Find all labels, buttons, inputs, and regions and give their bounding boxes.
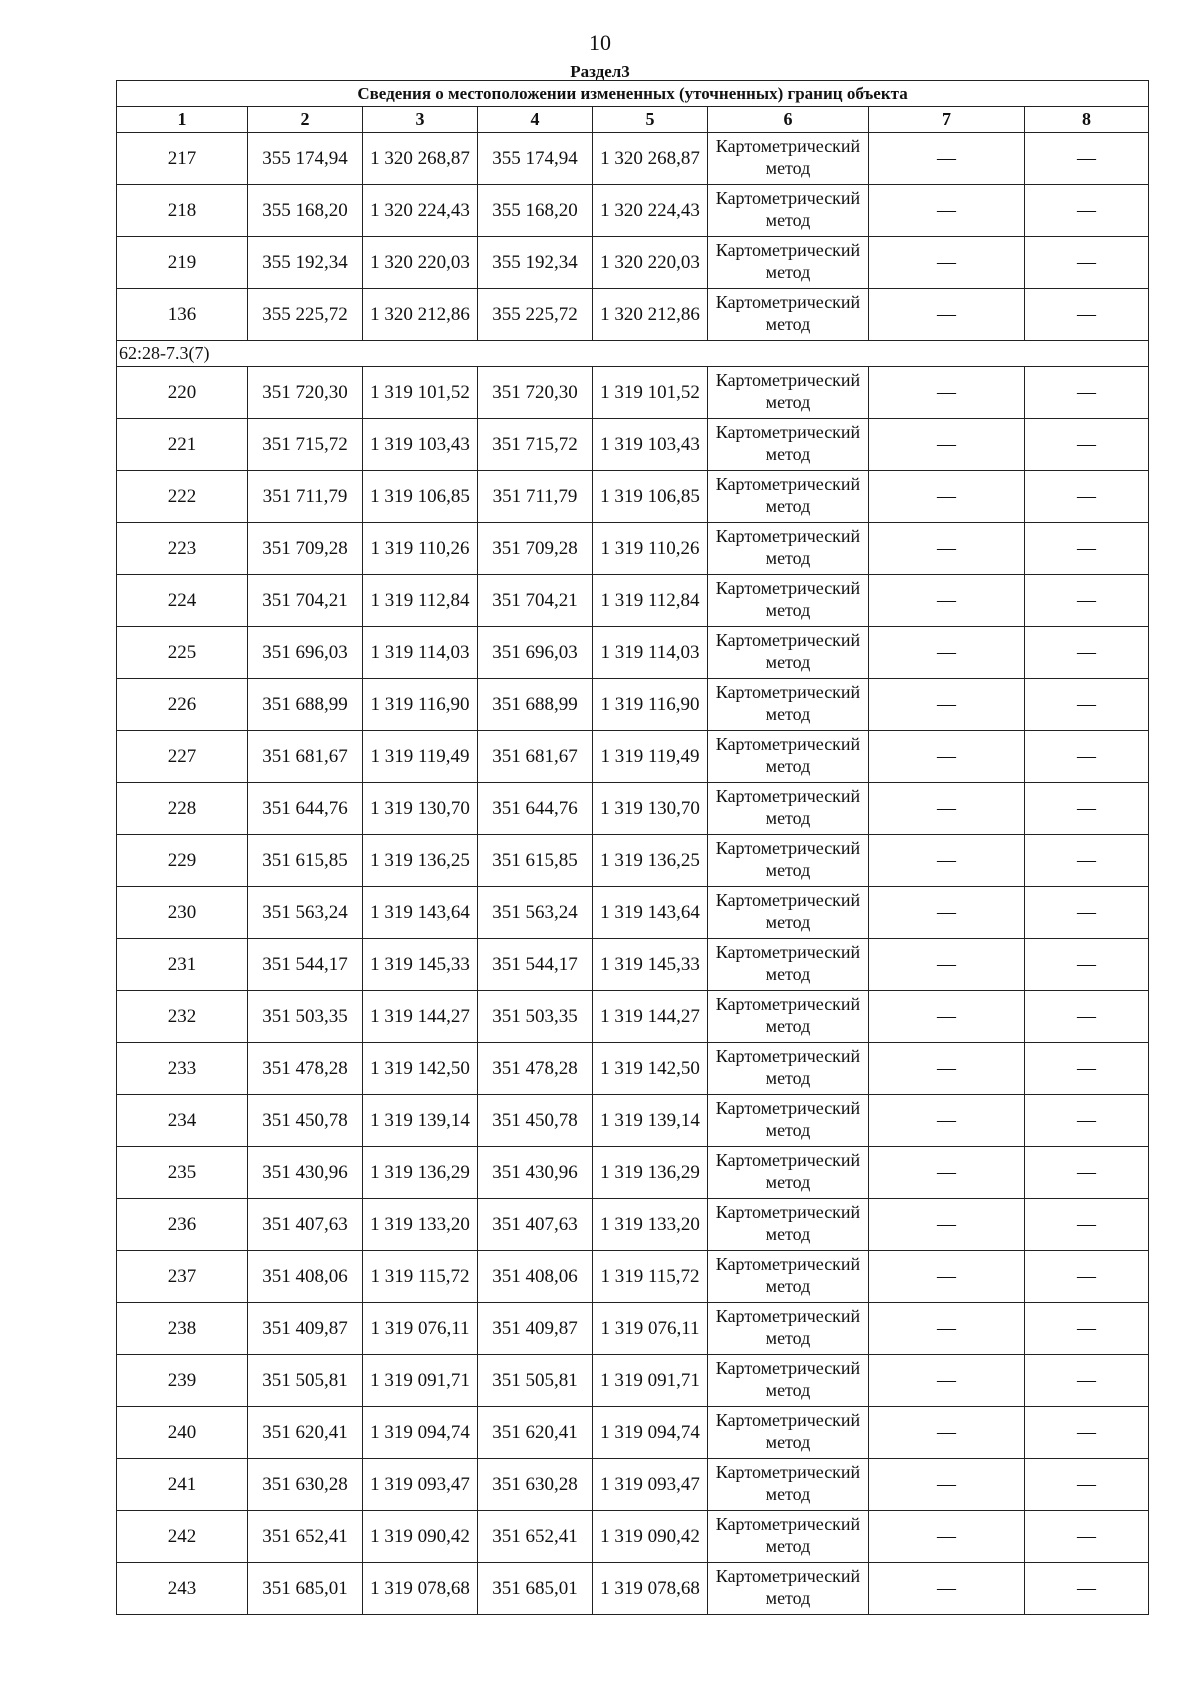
cell-x-new: 351 709,28 xyxy=(478,523,593,575)
cell-method: Картометрический метод xyxy=(708,523,869,575)
cell-accuracy: — xyxy=(869,1095,1025,1147)
cell-accuracy: — xyxy=(869,237,1025,289)
cell-y-new: 1 319 136,29 xyxy=(593,1147,708,1199)
cell-accuracy: — xyxy=(869,1511,1025,1563)
cell-description: — xyxy=(1025,1251,1149,1303)
cell-y-new: 1 319 116,90 xyxy=(593,679,708,731)
cell-y-new: 1 319 078,68 xyxy=(593,1563,708,1615)
cell-x-new: 351 720,30 xyxy=(478,367,593,419)
cell-point-number: 229 xyxy=(117,835,248,887)
cell-y-old: 1 319 116,90 xyxy=(363,679,478,731)
table-row xyxy=(117,367,1149,419)
column-number: 8 xyxy=(1025,107,1149,133)
cell-method: Картометрический метод xyxy=(708,1147,869,1199)
table-row xyxy=(117,627,1149,679)
cell-x-new: 351 630,28 xyxy=(478,1459,593,1511)
cell-y-old: 1 319 145,33 xyxy=(363,939,478,991)
cell-point-number: 218 xyxy=(117,185,248,237)
cell-method: Картометрический метод xyxy=(708,939,869,991)
cell-x-new: 351 544,17 xyxy=(478,939,593,991)
table-row xyxy=(117,185,1149,237)
cell-accuracy: — xyxy=(869,1199,1025,1251)
cell-description: — xyxy=(1025,1199,1149,1251)
cell-point-number: 226 xyxy=(117,679,248,731)
cell-point-number: 227 xyxy=(117,731,248,783)
cell-x-old: 351 450,78 xyxy=(248,1095,363,1147)
cell-method: Картометрический метод xyxy=(708,679,869,731)
cell-accuracy: — xyxy=(869,627,1025,679)
cell-accuracy: — xyxy=(869,1407,1025,1459)
cell-accuracy: — xyxy=(869,185,1025,237)
cell-y-old: 1 319 115,72 xyxy=(363,1251,478,1303)
cell-y-new: 1 319 103,43 xyxy=(593,419,708,471)
cell-accuracy: — xyxy=(869,887,1025,939)
cell-x-old: 351 711,79 xyxy=(248,471,363,523)
cell-y-new: 1 319 076,11 xyxy=(593,1303,708,1355)
cell-y-new: 1 319 142,50 xyxy=(593,1043,708,1095)
cell-accuracy: — xyxy=(869,1251,1025,1303)
cell-x-new: 355 174,94 xyxy=(478,133,593,185)
table-row xyxy=(117,1147,1149,1199)
cell-method: Картометрический метод xyxy=(708,783,869,835)
cell-accuracy: — xyxy=(869,783,1025,835)
cell-method: Картометрический метод xyxy=(708,237,869,289)
cell-method: Картометрический метод xyxy=(708,1407,869,1459)
cell-point-number: 236 xyxy=(117,1199,248,1251)
table-title: Сведения о местоположении измененных (уточненных) границ объекта xyxy=(117,81,1149,107)
cell-point-number: 217 xyxy=(117,133,248,185)
table-row xyxy=(117,1407,1149,1459)
cell-x-old: 351 709,28 xyxy=(248,523,363,575)
cell-point-number: 242 xyxy=(117,1511,248,1563)
cell-y-old: 1 319 112,84 xyxy=(363,575,478,627)
cell-description: — xyxy=(1025,419,1149,471)
cell-x-new: 351 644,76 xyxy=(478,783,593,835)
table-row xyxy=(117,1043,1149,1095)
group-label: 62:28-7.3(7) xyxy=(117,341,1149,367)
table-row xyxy=(117,133,1149,185)
table-row xyxy=(117,237,1149,289)
cell-x-new: 351 503,35 xyxy=(478,991,593,1043)
cell-method: Картометрический метод xyxy=(708,471,869,523)
cell-point-number: 224 xyxy=(117,575,248,627)
cell-y-new: 1 319 090,42 xyxy=(593,1511,708,1563)
table-row xyxy=(117,939,1149,991)
table-row xyxy=(117,1303,1149,1355)
cell-accuracy: — xyxy=(869,1563,1025,1615)
table-row xyxy=(117,419,1149,471)
cell-point-number: 223 xyxy=(117,523,248,575)
cell-x-old: 351 704,21 xyxy=(248,575,363,627)
cell-x-old: 351 409,87 xyxy=(248,1303,363,1355)
cell-y-new: 1 319 143,64 xyxy=(593,887,708,939)
cell-y-old: 1 319 090,42 xyxy=(363,1511,478,1563)
table-row xyxy=(117,1095,1149,1147)
column-number: 3 xyxy=(363,107,478,133)
cell-x-old: 351 407,63 xyxy=(248,1199,363,1251)
cell-x-old: 355 225,72 xyxy=(248,289,363,341)
cell-y-new: 1 319 144,27 xyxy=(593,991,708,1043)
cell-y-old: 1 319 139,14 xyxy=(363,1095,478,1147)
cell-x-new: 351 685,01 xyxy=(478,1563,593,1615)
cell-y-new: 1 319 145,33 xyxy=(593,939,708,991)
cell-point-number: 225 xyxy=(117,627,248,679)
table-row xyxy=(117,523,1149,575)
cell-y-old: 1 319 110,26 xyxy=(363,523,478,575)
cell-y-new: 1 320 268,87 xyxy=(593,133,708,185)
cell-description: — xyxy=(1025,887,1149,939)
cell-method: Картометрический метод xyxy=(708,1303,869,1355)
cell-method: Картометрический метод xyxy=(708,835,869,887)
cell-description: — xyxy=(1025,731,1149,783)
cell-description: — xyxy=(1025,1147,1149,1199)
cell-x-new: 351 407,63 xyxy=(478,1199,593,1251)
cell-x-old: 351 615,85 xyxy=(248,835,363,887)
cell-accuracy: — xyxy=(869,731,1025,783)
cell-accuracy: — xyxy=(869,1043,1025,1095)
cell-point-number: 228 xyxy=(117,783,248,835)
cell-point-number: 238 xyxy=(117,1303,248,1355)
cell-x-old: 351 652,41 xyxy=(248,1511,363,1563)
cell-x-new: 355 192,34 xyxy=(478,237,593,289)
cell-y-old: 1 320 224,43 xyxy=(363,185,478,237)
cell-y-old: 1 319 144,27 xyxy=(363,991,478,1043)
cell-x-old: 351 408,06 xyxy=(248,1251,363,1303)
cell-x-old: 355 192,34 xyxy=(248,237,363,289)
cell-method: Картометрический метод xyxy=(708,887,869,939)
cell-x-old: 351 685,01 xyxy=(248,1563,363,1615)
table-row xyxy=(117,835,1149,887)
cell-x-new: 351 505,81 xyxy=(478,1355,593,1407)
table-row xyxy=(117,289,1149,341)
cell-x-new: 351 563,24 xyxy=(478,887,593,939)
cell-method: Картометрический метод xyxy=(708,991,869,1043)
cell-method: Картометрический метод xyxy=(708,1511,869,1563)
column-number: 2 xyxy=(248,107,363,133)
cell-x-new: 351 704,21 xyxy=(478,575,593,627)
cell-y-old: 1 319 133,20 xyxy=(363,1199,478,1251)
cell-x-old: 351 563,24 xyxy=(248,887,363,939)
cell-description: — xyxy=(1025,575,1149,627)
cell-y-old: 1 319 091,71 xyxy=(363,1355,478,1407)
cell-accuracy: — xyxy=(869,367,1025,419)
cell-description: — xyxy=(1025,289,1149,341)
cell-y-new: 1 320 220,03 xyxy=(593,237,708,289)
table-row xyxy=(117,1459,1149,1511)
cell-description: — xyxy=(1025,1563,1149,1615)
cell-x-new: 351 715,72 xyxy=(478,419,593,471)
cell-x-old: 351 620,41 xyxy=(248,1407,363,1459)
cell-method: Картометрический метод xyxy=(708,627,869,679)
section-title: Раздел3 xyxy=(570,62,630,81)
cell-description: — xyxy=(1025,1459,1149,1511)
cell-accuracy: — xyxy=(869,835,1025,887)
cell-x-new: 351 615,85 xyxy=(478,835,593,887)
cell-x-new: 351 430,96 xyxy=(478,1147,593,1199)
cell-x-new: 351 450,78 xyxy=(478,1095,593,1147)
table-row xyxy=(117,575,1149,627)
cell-x-old: 351 696,03 xyxy=(248,627,363,679)
cell-y-new: 1 319 091,71 xyxy=(593,1355,708,1407)
table-row xyxy=(117,1563,1149,1615)
cell-description: — xyxy=(1025,627,1149,679)
table-row xyxy=(117,679,1149,731)
cell-description: — xyxy=(1025,1511,1149,1563)
cell-accuracy: — xyxy=(869,1147,1025,1199)
cell-x-old: 351 681,67 xyxy=(248,731,363,783)
column-number: 5 xyxy=(593,107,708,133)
cell-y-old: 1 319 078,68 xyxy=(363,1563,478,1615)
cell-accuracy: — xyxy=(869,523,1025,575)
cell-description: — xyxy=(1025,1355,1149,1407)
cell-method: Картометрический метод xyxy=(708,1095,869,1147)
page-number: 10 xyxy=(589,30,611,55)
cell-y-old: 1 320 220,03 xyxy=(363,237,478,289)
cell-point-number: 222 xyxy=(117,471,248,523)
cell-point-number: 220 xyxy=(117,367,248,419)
cell-y-new: 1 320 224,43 xyxy=(593,185,708,237)
cell-description: — xyxy=(1025,367,1149,419)
cell-y-new: 1 319 101,52 xyxy=(593,367,708,419)
cell-method: Картометрический метод xyxy=(708,1199,869,1251)
table-row xyxy=(117,1199,1149,1251)
cell-y-new: 1 319 130,70 xyxy=(593,783,708,835)
cell-accuracy: — xyxy=(869,1459,1025,1511)
cell-method: Картометрический метод xyxy=(708,185,869,237)
cell-y-new: 1 319 093,47 xyxy=(593,1459,708,1511)
cell-y-old: 1 319 106,85 xyxy=(363,471,478,523)
cell-y-old: 1 319 136,29 xyxy=(363,1147,478,1199)
cell-description: — xyxy=(1025,1303,1149,1355)
cell-x-old: 351 430,96 xyxy=(248,1147,363,1199)
table-row xyxy=(117,1511,1149,1563)
cell-method: Картометрический метод xyxy=(708,575,869,627)
cell-x-old: 351 688,99 xyxy=(248,679,363,731)
table-row xyxy=(117,471,1149,523)
cell-y-old: 1 319 143,64 xyxy=(363,887,478,939)
cell-y-new: 1 319 094,74 xyxy=(593,1407,708,1459)
cell-y-old: 1 320 268,87 xyxy=(363,133,478,185)
cell-x-old: 351 503,35 xyxy=(248,991,363,1043)
cell-x-new: 351 688,99 xyxy=(478,679,593,731)
cell-x-old: 351 715,72 xyxy=(248,419,363,471)
cell-y-new: 1 319 115,72 xyxy=(593,1251,708,1303)
cell-x-new: 351 652,41 xyxy=(478,1511,593,1563)
cell-point-number: 219 xyxy=(117,237,248,289)
cell-accuracy: — xyxy=(869,1303,1025,1355)
column-number: 1 xyxy=(117,107,248,133)
cell-y-old: 1 319 094,74 xyxy=(363,1407,478,1459)
cell-point-number: 221 xyxy=(117,419,248,471)
cell-method: Картометрический метод xyxy=(708,133,869,185)
cell-x-old: 351 478,28 xyxy=(248,1043,363,1095)
table-title-row xyxy=(117,81,1149,107)
cell-method: Картометрический метод xyxy=(708,367,869,419)
cell-x-old: 351 505,81 xyxy=(248,1355,363,1407)
cell-y-old: 1 319 076,11 xyxy=(363,1303,478,1355)
cell-y-old: 1 319 136,25 xyxy=(363,835,478,887)
cell-y-new: 1 320 212,86 xyxy=(593,289,708,341)
cell-x-old: 351 720,30 xyxy=(248,367,363,419)
cell-y-old: 1 319 119,49 xyxy=(363,731,478,783)
group-row xyxy=(117,341,1149,367)
cell-description: — xyxy=(1025,185,1149,237)
cell-y-old: 1 319 103,43 xyxy=(363,419,478,471)
cell-point-number: 231 xyxy=(117,939,248,991)
cell-y-new: 1 319 133,20 xyxy=(593,1199,708,1251)
cell-x-old: 355 168,20 xyxy=(248,185,363,237)
cell-x-new: 351 620,41 xyxy=(478,1407,593,1459)
cell-method: Картометрический метод xyxy=(708,1355,869,1407)
cell-x-new: 355 225,72 xyxy=(478,289,593,341)
cell-x-new: 351 408,06 xyxy=(478,1251,593,1303)
cell-point-number: 234 xyxy=(117,1095,248,1147)
cell-y-new: 1 319 136,25 xyxy=(593,835,708,887)
cell-x-old: 351 644,76 xyxy=(248,783,363,835)
cell-y-new: 1 319 106,85 xyxy=(593,471,708,523)
cell-method: Картометрический метод xyxy=(708,1251,869,1303)
column-number: 6 xyxy=(708,107,869,133)
table-row xyxy=(117,991,1149,1043)
cell-method: Картометрический метод xyxy=(708,731,869,783)
cell-y-old: 1 320 212,86 xyxy=(363,289,478,341)
cell-accuracy: — xyxy=(869,289,1025,341)
cell-accuracy: — xyxy=(869,939,1025,991)
cell-description: — xyxy=(1025,939,1149,991)
cell-x-new: 351 409,87 xyxy=(478,1303,593,1355)
cell-point-number: 230 xyxy=(117,887,248,939)
table-row xyxy=(117,731,1149,783)
cell-point-number: 136 xyxy=(117,289,248,341)
cell-accuracy: — xyxy=(869,991,1025,1043)
cell-point-number: 243 xyxy=(117,1563,248,1615)
cell-accuracy: — xyxy=(869,575,1025,627)
cell-y-new: 1 319 110,26 xyxy=(593,523,708,575)
column-number: 7 xyxy=(869,107,1025,133)
cell-y-old: 1 319 142,50 xyxy=(363,1043,478,1095)
cell-description: — xyxy=(1025,237,1149,289)
cell-x-new: 351 696,03 xyxy=(478,627,593,679)
cell-point-number: 241 xyxy=(117,1459,248,1511)
cell-description: — xyxy=(1025,783,1149,835)
cell-description: — xyxy=(1025,1043,1149,1095)
cell-x-old: 351 544,17 xyxy=(248,939,363,991)
table-row xyxy=(117,783,1149,835)
cell-accuracy: — xyxy=(869,471,1025,523)
cell-x-new: 351 478,28 xyxy=(478,1043,593,1095)
column-number: 4 xyxy=(478,107,593,133)
cell-method: Картометрический метод xyxy=(708,419,869,471)
cell-description: — xyxy=(1025,991,1149,1043)
cell-method: Картометрический метод xyxy=(708,289,869,341)
table-body xyxy=(117,81,1149,1615)
cell-accuracy: — xyxy=(869,419,1025,471)
cell-accuracy: — xyxy=(869,1355,1025,1407)
cell-y-old: 1 319 093,47 xyxy=(363,1459,478,1511)
cell-point-number: 237 xyxy=(117,1251,248,1303)
cell-accuracy: — xyxy=(869,679,1025,731)
cell-method: Картометрический метод xyxy=(708,1459,869,1511)
cell-description: — xyxy=(1025,133,1149,185)
cell-y-new: 1 319 112,84 xyxy=(593,575,708,627)
cell-point-number: 235 xyxy=(117,1147,248,1199)
cell-method: Картометрический метод xyxy=(708,1043,869,1095)
cell-description: — xyxy=(1025,1407,1149,1459)
cell-x-old: 355 174,94 xyxy=(248,133,363,185)
cell-y-old: 1 319 114,03 xyxy=(363,627,478,679)
column-number-row xyxy=(117,107,1149,133)
cell-description: — xyxy=(1025,523,1149,575)
cell-x-new: 351 711,79 xyxy=(478,471,593,523)
cell-description: — xyxy=(1025,679,1149,731)
cell-y-old: 1 319 130,70 xyxy=(363,783,478,835)
cell-y-new: 1 319 139,14 xyxy=(593,1095,708,1147)
cell-point-number: 232 xyxy=(117,991,248,1043)
cell-x-new: 351 681,67 xyxy=(478,731,593,783)
cell-description: — xyxy=(1025,835,1149,887)
cell-description: — xyxy=(1025,471,1149,523)
cell-x-new: 355 168,20 xyxy=(478,185,593,237)
cell-description: — xyxy=(1025,1095,1149,1147)
cell-accuracy: — xyxy=(869,133,1025,185)
cell-y-new: 1 319 119,49 xyxy=(593,731,708,783)
cell-method: Картометрический метод xyxy=(708,1563,869,1615)
cell-y-new: 1 319 114,03 xyxy=(593,627,708,679)
cell-point-number: 239 xyxy=(117,1355,248,1407)
table-row xyxy=(117,1251,1149,1303)
table-row xyxy=(117,1355,1149,1407)
cell-point-number: 233 xyxy=(117,1043,248,1095)
cell-point-number: 240 xyxy=(117,1407,248,1459)
coordinates-table xyxy=(116,80,1149,1615)
cell-x-old: 351 630,28 xyxy=(248,1459,363,1511)
table-row xyxy=(117,887,1149,939)
cell-y-old: 1 319 101,52 xyxy=(363,367,478,419)
